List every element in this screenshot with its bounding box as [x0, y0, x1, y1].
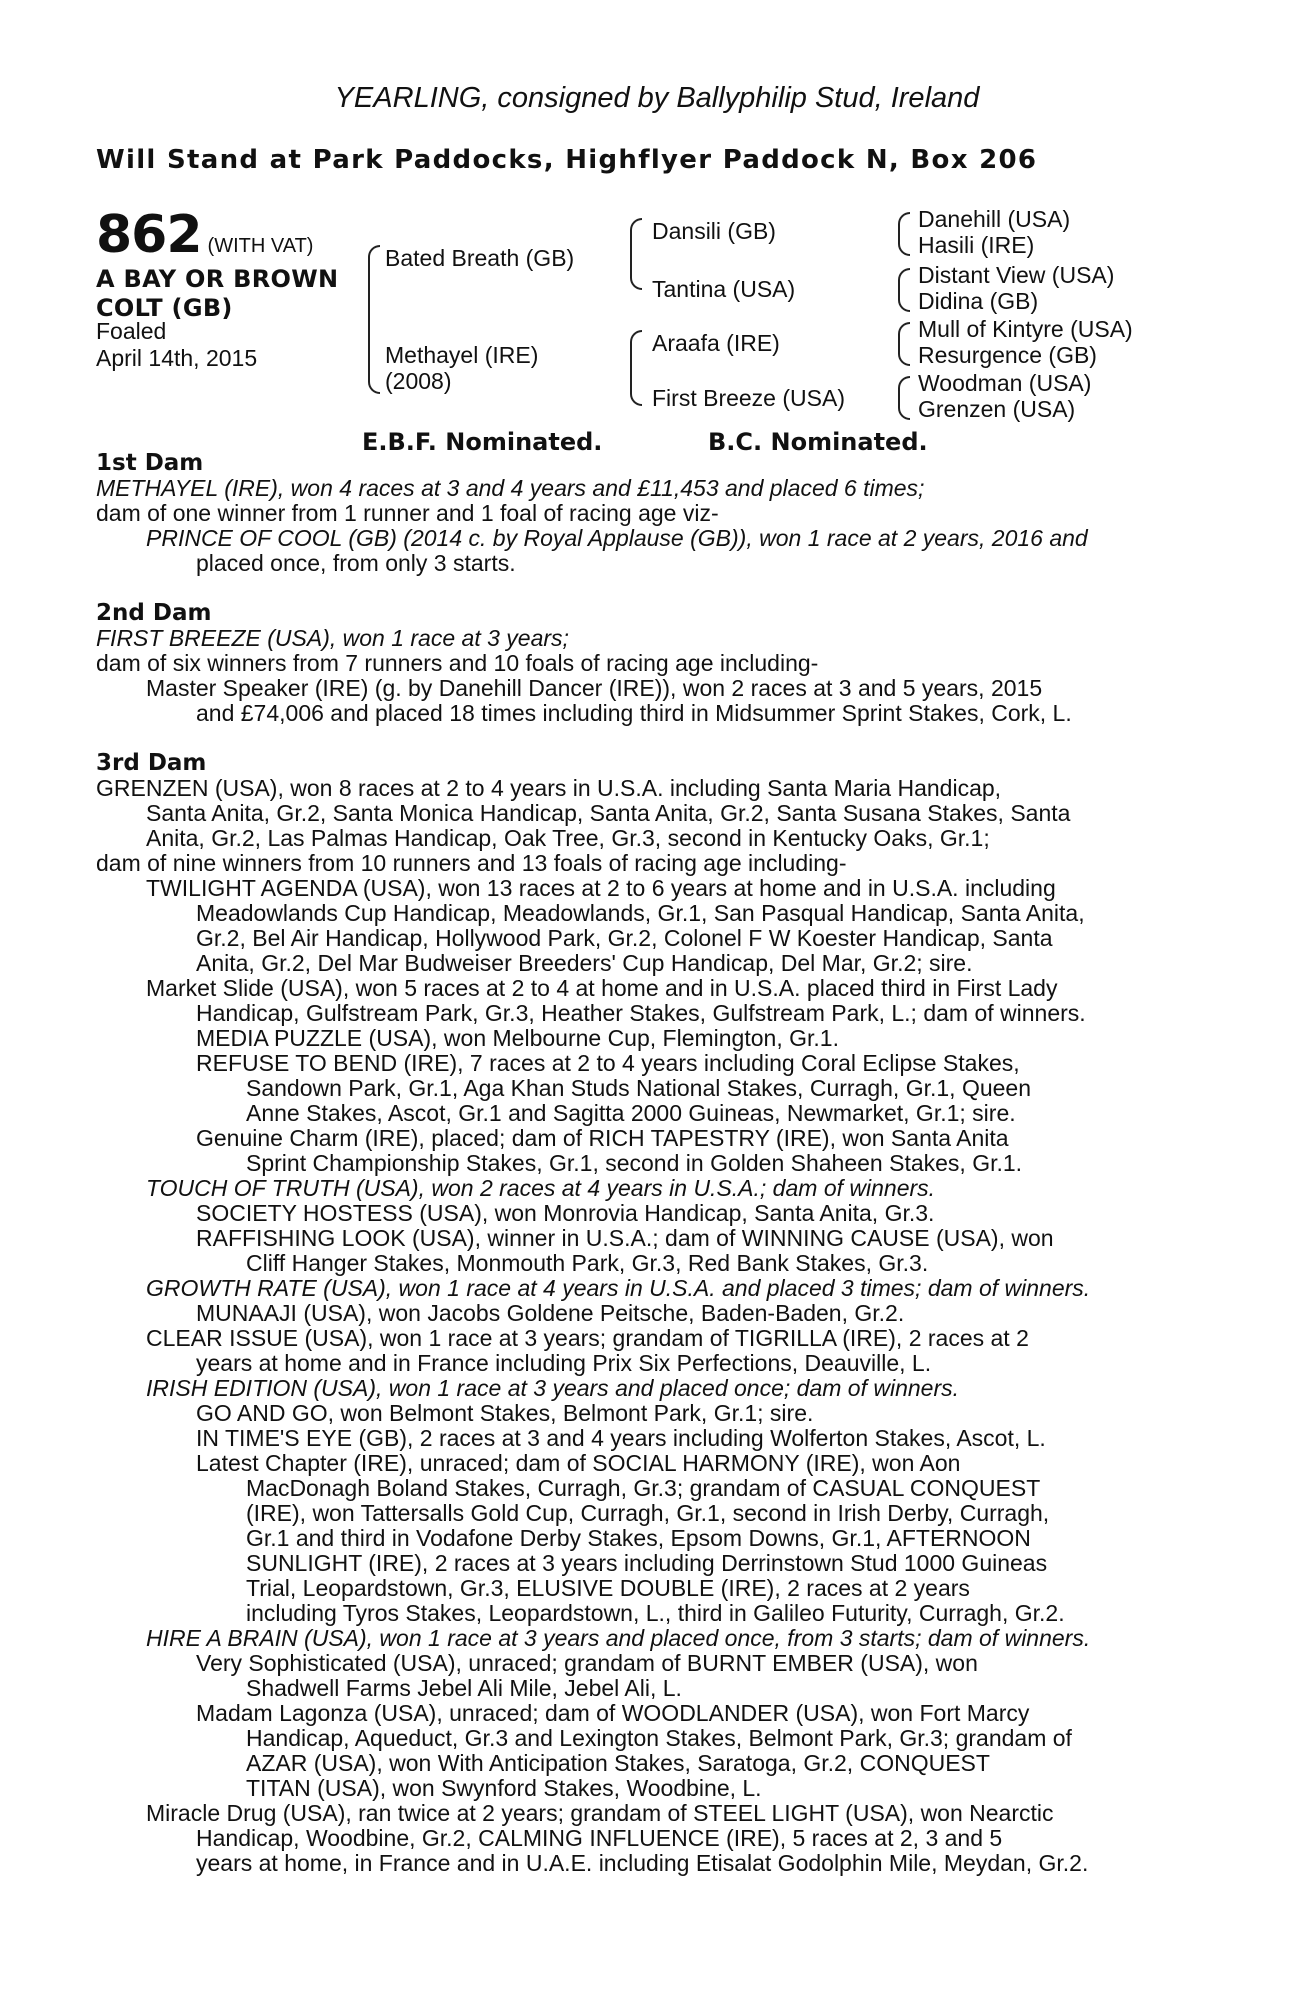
dam-line: Madam Lagonza (USA), unraced; dam of WOODLANDER (USA), won Fort Marcy [196, 1700, 1030, 1726]
g-brace-2 [898, 268, 910, 312]
sire-dam-brace [368, 245, 380, 394]
dam-line: FIRST BREEZE (USA), won 1 race at 3 years; [96, 625, 569, 651]
dam-line: HIRE A BRAIN (USA), won 1 race at 3 years and placed once, from 3 starts; dam of winners. [146, 1625, 1091, 1651]
pedigree-dam: Methayel (IRE) [385, 342, 539, 368]
dam-line: including Tyros Stakes, Leopardstown, L., third in Galileo Futurity, Curragh, Gr.2. [246, 1600, 1065, 1626]
dam-line: Gr.1 and third in Vodafone Derby Stakes, Epsom Downs, Gr.1, AFTERNOON [246, 1525, 1031, 1551]
consignment-line: YEARLING, consigned by Ballyphilip Stud, Ireland [334, 82, 980, 114]
pedigree-dam-sire: Araafa (IRE) [652, 330, 780, 356]
dam-line: Cliff Hanger Stakes, Monmouth Park, Gr.3, Red Bank Stakes, Gr.3. [246, 1250, 929, 1276]
pedigree-dam-year: (2008) [385, 368, 452, 394]
third-dam-heading: 3rd Dam [96, 750, 207, 776]
dam-line: SUNLIGHT (IRE), 2 races at 3 years including Derrinstown Stud 1000 Guineas [246, 1550, 1048, 1576]
dam-line: dam of nine winners from 10 runners and 13 foals of racing age including- [96, 850, 847, 876]
dam-line: REFUSE TO BEND (IRE), 7 races at 2 to 4 years including Coral Eclipse Stakes, [196, 1050, 1020, 1076]
pedigree-sire-dam: Tantina (USA) [652, 276, 796, 302]
pedigree-g5: Mull of Kintyre (USA) [918, 316, 1133, 342]
dam-line: years at home, in France and in U.A.E. including Etisalat Godolphin Mile, Meydan, Gr.2. [196, 1850, 1089, 1876]
horse-description [96, 265, 338, 323]
dam-line: Sandown Park, Gr.1, Aga Khan Studs National Stakes, Curragh, Gr.1, Queen [246, 1075, 1032, 1101]
foaled-date: April 14th, 2015 [96, 345, 258, 371]
dam-line: TWILIGHT AGENDA (USA), won 13 races at 2 to 6 years at home and in U.S.A. including [146, 875, 1056, 901]
lot-number: 862 [96, 205, 202, 265]
first-dam-text [96, 476, 1216, 576]
second-dam-text [96, 626, 1216, 726]
dam-line: Genuine Charm (IRE), placed; dam of RICH TAPESTRY (IRE), won Santa Anita [196, 1125, 1009, 1151]
pedigree-dam-dam: First Breeze (USA) [652, 385, 845, 411]
dam-line: and £74,006 and placed 18 times including third in Midsummer Sprint Stakes, Cork, L. [196, 700, 1072, 726]
dam-line: RAFFISHING LOOK (USA), winner in U.S.A.; dam of WINNING CAUSE (USA), won [196, 1225, 1054, 1251]
dam-line: years at home and in France including Prix Six Perfections, Deauville, L. [196, 1350, 932, 1376]
pedigree-g2: Hasili (IRE) [918, 232, 1035, 258]
dam-line: Miracle Drug (USA), ran twice at 2 years; grandam of STEEL LIGHT (USA), won Nearctic [146, 1800, 1054, 1826]
dam-line: GROWTH RATE (USA), won 1 race at 4 years in U.S.A. and placed 3 times; dam of winners. [146, 1275, 1091, 1301]
dam-line: (IRE), won Tattersalls Gold Cup, Curragh, Gr.1, second in Irish Derby, Curragh, [246, 1500, 1050, 1526]
pedigree-g3: Distant View (USA) [918, 262, 1115, 288]
dam-line: Handicap, Gulfstream Park, Gr.3, Heather Stakes, Gulfstream Park, L.; dam of winners. [196, 1000, 1086, 1026]
pedigree-g6: Resurgence (GB) [918, 342, 1097, 368]
dam-line: Master Speaker (IRE) (g. by Danehill Dancer (IRE)), won 2 races at 3 and 5 years, 2015 [146, 675, 1043, 701]
dam-line: CLEAR ISSUE (USA), won 1 race at 3 years; grandam of TIGRILLA (IRE), 2 races at 2 [146, 1325, 1029, 1351]
foaled-label: Foaled [96, 318, 167, 344]
dam-line: Shadwell Farms Jebel Ali Mile, Jebel Ali, L. [246, 1675, 682, 1701]
g-brace-1 [898, 212, 910, 256]
dam-line: TITAN (USA), won Swynford Stakes, Woodbine, L. [246, 1775, 762, 1801]
dam-line: IN TIME'S EYE (GB), 2 races at 3 and 4 years including Wolferton Stakes, Ascot, L. [196, 1425, 1046, 1451]
dam-line: Very Sophisticated (USA), unraced; grandam of BURNT EMBER (USA), won [196, 1650, 978, 1676]
dam-line: Anita, Gr.2, Del Mar Budweiser Breeders' Cup Handicap, Del Mar, Gr.2; sire. [196, 950, 973, 976]
ebf-nomination: E.B.F. Nominated. [362, 428, 603, 456]
sire-parents-brace [630, 218, 642, 290]
dam-parents-brace [630, 330, 642, 406]
dam-line: Handicap, Aqueduct, Gr.3 and Lexington Stakes, Belmont Park, Gr.3; grandam of [246, 1725, 1072, 1751]
dam-line: SOCIETY HOSTESS (USA), won Monrovia Handicap, Santa Anita, Gr.3. [196, 1200, 935, 1226]
pedigree-sire-sire: Dansili (GB) [652, 218, 776, 244]
third-dam-text [96, 776, 1216, 1876]
description-line-2: COLT (GB) [96, 294, 233, 322]
g-brace-3 [898, 322, 910, 366]
dam-line: Trial, Leopardstown, Gr.3, ELUSIVE DOUBLE (IRE), 2 races at 2 years [246, 1575, 970, 1601]
dam-line: dam of one winner from 1 runner and 1 foal of racing age viz- [96, 500, 719, 526]
dam-line: dam of six winners from 7 runners and 10 foals of racing age including- [96, 650, 819, 676]
description-line-1: A BAY OR BROWN [96, 265, 339, 293]
dam-line: Market Slide (USA), won 5 races at 2 to 4 at home and in U.S.A. placed third in First Lady [146, 975, 1058, 1001]
dam-line: METHAYEL (IRE), won 4 races at 3 and 4 years and £11,453 and placed 6 times; [96, 475, 925, 501]
dam-line: MUNAAJI (USA), won Jacobs Goldene Peitsche, Baden-Baden, Gr.2. [196, 1300, 905, 1326]
dam-line: Santa Anita, Gr.2, Santa Monica Handicap, Santa Anita, Gr.2, Santa Susana Stakes, Santa [146, 800, 1071, 826]
dam-line: Gr.2, Bel Air Handicap, Hollywood Park, Gr.2, Colonel F W Koester Handicap, Santa [196, 925, 1053, 951]
dam-line: PRINCE OF COOL (GB) (2014 c. by Royal Applause (GB)), won 1 race at 2 years, 2016 and [146, 525, 1088, 551]
vat-note: (WITH VAT) [207, 235, 314, 257]
pedigree-g8: Grenzen (USA) [918, 396, 1076, 422]
pedigree-g4: Didina (GB) [918, 288, 1039, 314]
dam-line: placed once, from only 3 starts. [196, 550, 516, 576]
first-dam-heading: 1st Dam [96, 450, 204, 476]
foaled-info [96, 318, 257, 372]
stand-location: Will Stand at Park Paddocks, Highflyer Paddock N, Box 206 [96, 145, 1038, 175]
g-brace-4 [898, 376, 910, 420]
dam-line: IRISH EDITION (USA), won 1 race at 3 years and placed once; dam of winners. [146, 1375, 960, 1401]
dam-line: Sprint Championship Stakes, Gr.1, second in Golden Shaheen Stakes, Gr.1. [246, 1150, 1023, 1176]
second-dam-heading: 2nd Dam [96, 600, 212, 626]
dam-line: Latest Chapter (IRE), unraced; dam of SOCIAL HARMONY (IRE), won Aon [196, 1450, 961, 1476]
pedigree-g7: Woodman (USA) [918, 370, 1092, 396]
pedigree-g1: Danehill (USA) [918, 206, 1071, 232]
bc-nomination: B.C. Nominated. [708, 428, 928, 456]
dam-line: MacDonagh Boland Stakes, Curragh, Gr.3; grandam of CASUAL CONQUEST [246, 1475, 1041, 1501]
dam-line: GO AND GO, won Belmont Stakes, Belmont Park, Gr.1; sire. [196, 1400, 814, 1426]
dam-line: TOUCH OF TRUTH (USA), won 2 races at 4 years in U.S.A.; dam of winners. [146, 1175, 936, 1201]
pedigree-sire: Bated Breath (GB) [385, 245, 575, 271]
lot-header [96, 205, 313, 265]
dam-line: Handicap, Woodbine, Gr.2, CALMING INFLUENCE (IRE), 5 races at 2, 3 and 5 [196, 1825, 1003, 1851]
dam-line: MEDIA PUZZLE (USA), won Melbourne Cup, Flemington, Gr.1. [196, 1025, 839, 1051]
dam-line: AZAR (USA), won With Anticipation Stakes, Saratoga, Gr.2, CONQUEST [246, 1750, 990, 1776]
dam-line: GRENZEN (USA), won 8 races at 2 to 4 years in U.S.A. including Santa Maria Handicap, [96, 775, 1002, 801]
dam-line: Anne Stakes, Ascot, Gr.1 and Sagitta 2000 Guineas, Newmarket, Gr.1; sire. [246, 1100, 1016, 1126]
dam-line: Meadowlands Cup Handicap, Meadowlands, Gr.1, San Pasqual Handicap, Santa Anita, [196, 900, 1085, 926]
dam-line: Anita, Gr.2, Las Palmas Handicap, Oak Tree, Gr.3, second in Kentucky Oaks, Gr.1; [146, 825, 990, 851]
